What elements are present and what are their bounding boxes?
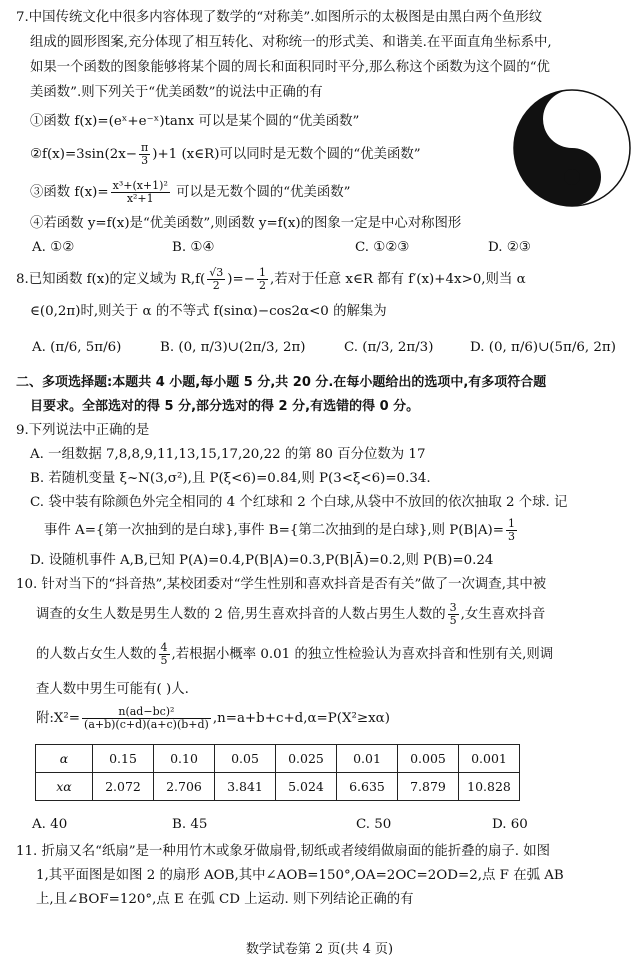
q10-formula: 附:X²= $\frac{\text{n(ad−bc)²}}{(a+b)(c+d)(a+c)(b+d)}$ ,n=a+b+c+d,α=P(X²≥xα) [36,705,390,731]
q7-option-b: B. ①④ [172,240,215,255]
q10-option-a: A. 40 [32,817,68,832]
q7-option-a: A. ①② [32,240,75,255]
table-cell: 3.841 [215,773,276,801]
q8-line-1: 8.已知函数 f(x)的定义域为 R,f( $\frac{√3}{2}$ )=− $\frac{1}{2}$ ,若对于任意 x∈R 都有 f′(x)+4x>0,则当 α [16,266,526,292]
q11-line-3: 上,且∠BOF=120°,点 E 在弧 CD 上运动. 则下列结论正确的有 [36,892,414,907]
q7-statement-4: ④若函数 y=f(x)是“优美函数”,则函数 y=f(x)的图象一定是中心对称图形 [30,216,462,231]
section-2-heading-line-2: 目要求。全部选对的得 5 分,部分选对的得 2 分,有选错的得 0 分。 [30,399,420,414]
section-2-heading-line-1: 二、多项选择题:本题共 4 小题,每小题 5 分,共 20 分.在每小题给出的选项中,有多项符合题 [16,375,547,390]
table-cell: 0.15 [93,745,154,773]
table-cell: 2.072 [93,773,154,801]
table-cell: 5.024 [276,773,337,801]
q7-option-d: D. ②③ [488,240,531,255]
q7-line-3: 如果一个函数的图象能够将某个圆的周长和面积同时平分,那么称这个函数为这个圆的“优 [30,60,550,75]
q10-option-d: D. 60 [492,817,528,832]
q8-option-d: D. (0, π/6)∪(5π/6, 2π) [470,340,616,355]
table-cell: 10.828 [459,773,520,801]
q10-options [0,815,639,835]
table-cell: 0.025 [276,745,337,773]
table-cell: 6.635 [337,773,398,801]
q7-options [0,238,639,258]
q7-line-1: 7.中国传统文化中很多内容体现了数学的“对称美”.如图所示的太极图是由黑白两个鱼形纹 [16,10,543,25]
table-row [36,773,520,801]
q11-line-2: 1,其平面图是如图 2 的扇形 AOB,其中∠AOB=150°,OA=2OC=2OD=2,点 F 在弧 AB [36,868,564,883]
q8-option-a: A. (π/6, 5π/6) [32,340,122,355]
q7-statement-3: ③函数 f(x)= $\frac{\text{x³+(x+1)²}}{\text{x²+1}}$ 可以是无数个圆的“优美函数” [30,179,351,205]
q10-line-1: 10. 针对当下的“抖音热”,某校团委对“学生性别和喜欢抖音是否有关”做了一次调查,其中被 [16,577,547,592]
page-footer: 数学试卷第 2 页(共 4 页) [245,942,394,957]
q7-option-c: C. ①②③ [355,240,410,255]
q8-option-b: B. (0, π/3)∪(2π/3, 2π) [160,340,306,355]
table-cell: 7.879 [398,773,459,801]
table-cell: α [36,745,93,773]
q11-line-1: 11. 折扇又名“纸扇”是一种用竹木或象牙做扇骨,韧纸或者绫绢做扇面的能折叠的扇子. 如图 [16,844,551,859]
q10-line-3: 的人数占女生人数的 $\frac{4}{5}$ ,若根据小概率 0.01 的独立性检验认为喜欢抖音和性别有关,则调 [36,641,554,667]
q8-line-2: ∈(0,2π)时,则关于 α 的不等式 f(sinα)−cos2α<0 的解集为 [30,304,387,319]
q8-options [0,338,639,358]
table-cell: xα [36,773,93,801]
q10-option-b: B. 45 [172,817,208,832]
table-cell: 0.005 [398,745,459,773]
q7-line-4: 美函数”.则下列关于“优美函数”的说法中正确的有 [30,85,323,100]
q9-option-c-line-2: 事件 A={第一次抽到的是白球},事件 B={第二次抽到的是白球},则 P(B|A)= $\frac{1}{3}$ [44,517,515,543]
critical-value-table [35,744,520,801]
q7-line-2: 组成的圆形图案,充分体现了相互转化、对称统一的形式美、和谐美.在平面直角坐标系中, [30,35,552,50]
q10-option-c: C. 50 [356,817,392,832]
taiji-figure [512,88,632,208]
table-row [36,745,520,773]
q9-option-d: D. 设随机事件 A,B,已知 P(A)=0.4,P(B|A)=0.3,P(B|Ā)=0.2,则 P(B)=0.24 [30,553,494,568]
q9-option-b: B. 若随机变量 ξ~N(3,σ²),且 P(ξ<6)=0.84,则 P(3<ξ<6)=0.34. [30,471,431,486]
table-cell: 0.01 [337,745,398,773]
q7-statement-1: ①函数 f(x)=(eˣ+e⁻ˣ)tanx 可以是某个圆的“优美函数” [30,114,360,129]
table-cell: 0.001 [459,745,520,773]
q7-statement-2: ②f(x)=3sin(2x− $\frac{\pi}{3}$ )+1 (x∈R)可以同时是无数个圆的“优美函数” [30,141,421,167]
q10-line-4: 查人数中男生可能有( )人. [36,682,189,697]
table-cell: 0.10 [154,745,215,773]
table-cell: 0.05 [215,745,276,773]
q9-option-c-line-1: C. 袋中装有除颜色外完全相同的 4 个红球和 2 个白球,从袋中不放回的依次抽取 2 个球. 记 [30,495,568,510]
table-cell: 2.706 [154,773,215,801]
q8-option-c: C. (π/3, 2π/3) [344,340,434,355]
q9-stem: 9.下列说法中正确的是 [16,423,150,438]
q10-line-2: 调查的女生人数是男生人数的 2 倍,男生喜欢抖音的人数占男生人数的 $\frac{3}{5}$ ,女生喜欢抖音 [36,601,546,627]
q9-option-a: A. 一组数据 7,8,8,9,11,13,15,17,20,22 的第 80 百分位数为 17 [30,447,426,462]
